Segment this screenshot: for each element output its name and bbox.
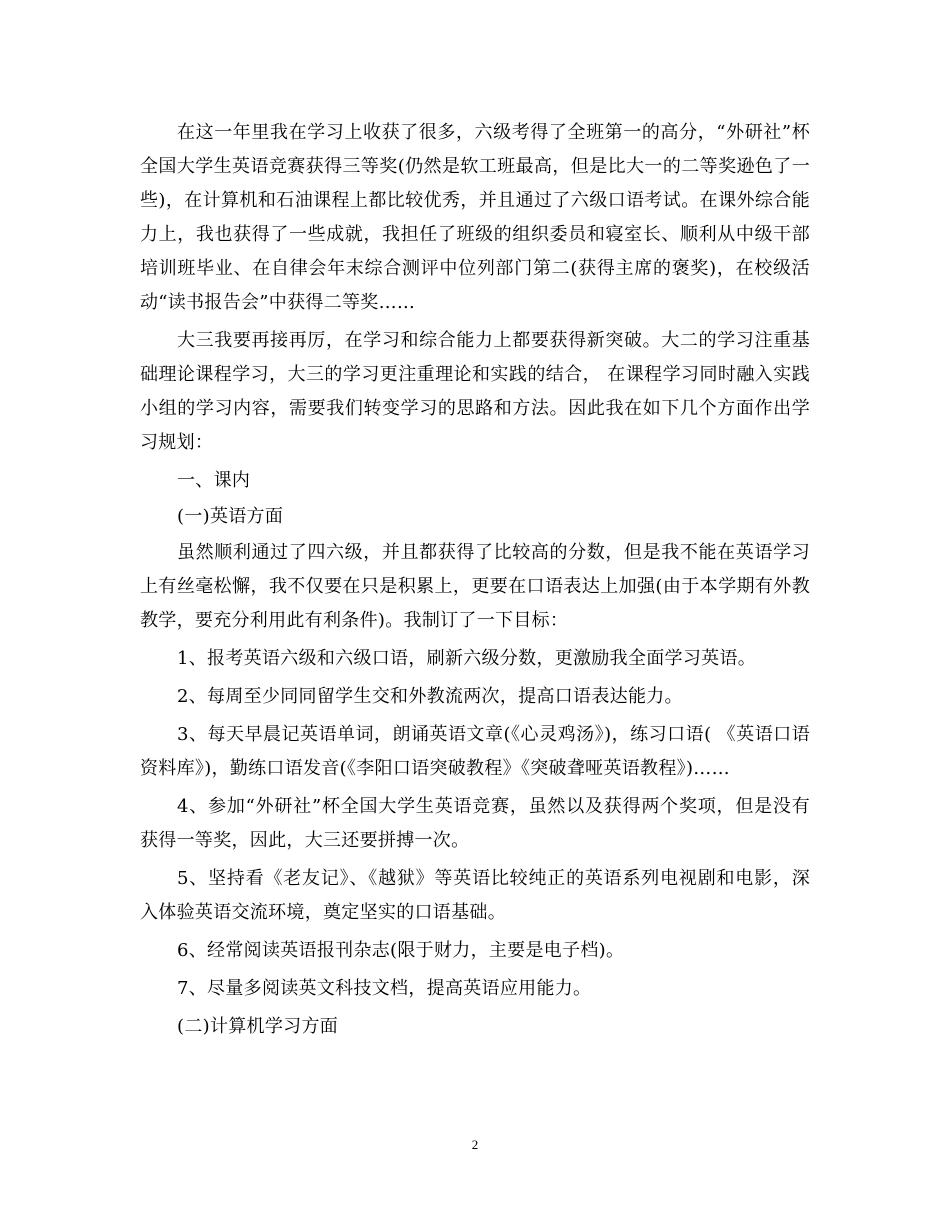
paragraph-english-intro: 虽然顺利通过了四六级，并且都获得了比较高的分数，但是我不能在英语学习上有丝毫松懈，我不仅要在只是积累上，更要在口语表达上加强(由于本学期有外教教学，要充分利用此有利条件)。我制订了一下目标： [140, 542, 810, 631]
list-item-goal-5: 5、坚持看《老友记》、《越狱》等英语比较纯正的英语系列电视剧和电影，深入体验英语交流环境，奠定坚实的口语基础。 [140, 868, 810, 923]
list-item-goal-2: 2、每周至少同同留学生交和外教流两次，提高口语表达能力。 [177, 686, 683, 707]
paragraph-achievements: 在这一年里我在学习上收获了很多，六级考得了全班第一的高分，“外研社”杯全国大学生英语竞赛获得三等奖(仍然是软工班最高，但是比大一的二等奖逊色了一些)，在计算机和石油课程上都比较优秀，并且通过了六级口语考试。在课外综合能力上，我也获得了一些成就，我担任了班级的组织委员和寝室长、顺利从中级干部培训班毕业、在自律会年末综合测评中位列部门第二(获得主席的褒奖)，在校级活动“读书报告会”中获得二等奖…… [140, 122, 810, 313]
document-body [140, 116, 810, 1048]
heading-english: (一)英语方面 [177, 506, 284, 527]
list-item-goal-6: 6、经常阅读英语报刊杂志(限于财力，主要是电子档)。 [177, 940, 625, 961]
list-item-goal-4: 4、参加“外研社”杯全国大学生英语竞赛，虽然以及获得两个奖项，但是没有获得一等奖，因此，大三还要拼搏一次。 [140, 796, 810, 851]
paragraph-junior-year-plan: 大三我要再接再厉，在学习和综合能力上都要获得新突破。大二的学习注重基础理论课程学习，大三的学习更注重理论和实践的结合， 在课程学习同时融入实践小组的学习内容，需要我们转变学习的思路和方法。因此我在如下几个方面作出学习规划： [140, 330, 810, 453]
page-number: 2 [471, 1137, 479, 1152]
heading-in-class: 一、课内 [177, 470, 251, 491]
list-item-goal-3: 3、每天早晨记英语单词，朗诵英语文章(《心灵鸡汤》)，练习口语( 《英语口语资料库》)，勤练口语发音(《李阳口语突破教程》《突破聋哑英语教程》)…… [140, 724, 810, 779]
list-item-goal-1: 1、报考英语六级和六级口语，刷新六级分数，更激励我全面学习英语。 [177, 648, 757, 669]
heading-computer: (二)计算机学习方面 [177, 1016, 339, 1037]
list-item-goal-7: 7、尽量多阅读英文科技文档，提高英语应用能力。 [177, 978, 592, 999]
